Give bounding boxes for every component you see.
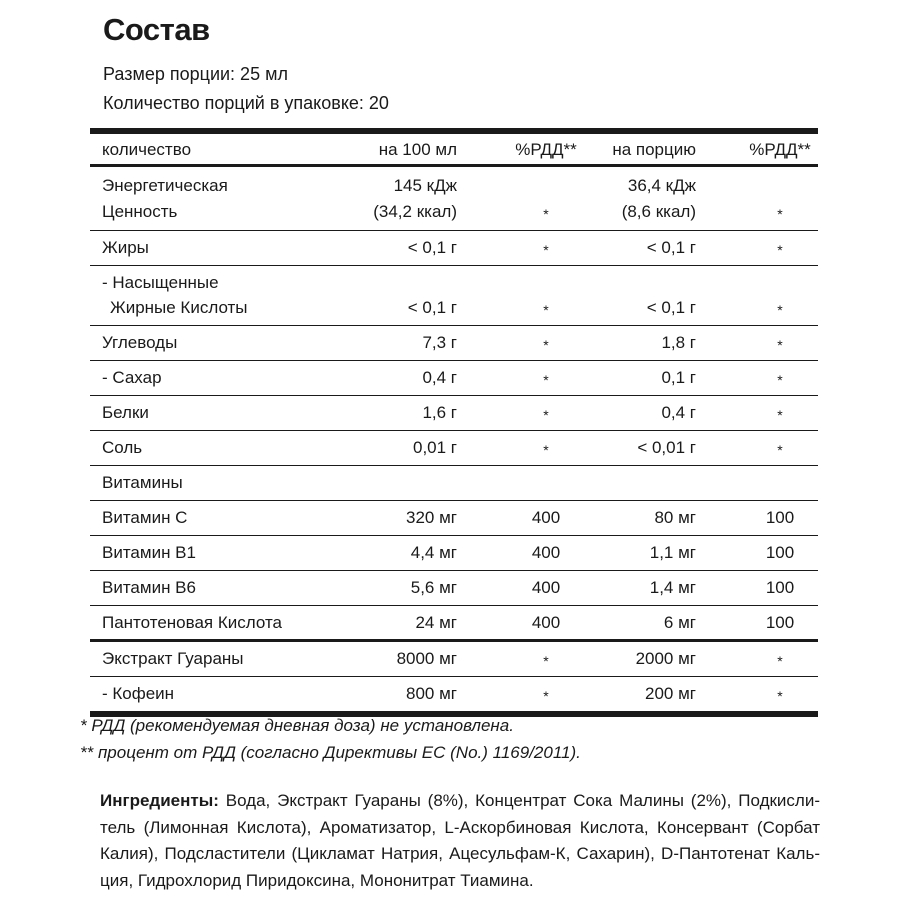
value-per-serving: 0,4 г <box>661 403 696 422</box>
row-name: - Кофеин <box>102 684 175 703</box>
header-per-serving: на порцию <box>612 140 696 159</box>
servings-per-pack: Количество порций в упаковке: 20 <box>103 93 389 113</box>
value-per-serving: < 0,1 г <box>646 298 696 317</box>
value-per100: 0,4 г <box>422 368 457 387</box>
serving-size: Размер порции: 25 мл <box>103 64 288 84</box>
rdd1: * <box>543 653 549 669</box>
row-name: Экстракт Гуараны <box>102 649 244 668</box>
header-per100: на 100 мл <box>378 140 457 159</box>
rdd2: 100 <box>765 578 795 597</box>
page-title: Состав <box>103 12 210 47</box>
value-per-serving: < 0,1 г <box>646 238 696 257</box>
rdd1: * <box>543 442 549 458</box>
value-per-serving: 1,1 мг <box>649 543 696 562</box>
nutrition-table <box>90 128 818 717</box>
rdd1: 400 <box>531 508 561 527</box>
row-name: Жиры <box>102 238 149 257</box>
rdd2: * <box>777 206 783 222</box>
row-name: Белки <box>102 403 149 422</box>
table-row-carbs <box>90 326 818 361</box>
rdd1: * <box>543 242 549 258</box>
row-name: Пантотеновая Кислота <box>102 613 282 632</box>
rdd2: * <box>777 653 783 669</box>
row-name: Энергетическая <box>102 176 228 195</box>
value-per100: 5,6 мг <box>410 578 457 597</box>
rdd1: * <box>543 206 549 222</box>
rdd2: * <box>777 407 783 423</box>
rdd2: 100 <box>765 543 795 562</box>
table-row-fats <box>90 231 818 266</box>
table-row-protein <box>90 396 818 431</box>
table-row-vitamin-b1 <box>90 536 818 571</box>
row-name: Витамин С <box>102 508 188 527</box>
rdd1: * <box>543 372 549 388</box>
rdd1: * <box>543 407 549 423</box>
rdd1: 400 <box>531 613 561 632</box>
rdd2: * <box>777 302 783 318</box>
footnote-percent-rdd: ** процент от РДД (согласно Директивы ЕС (No.) 1169/2011). <box>80 743 581 762</box>
row-name: - Сахар <box>102 368 162 387</box>
header-rdd1: %РДД** <box>515 140 577 159</box>
table-row-sugar <box>90 361 818 396</box>
rdd2: 100 <box>765 613 795 632</box>
value-per-serving: 200 мг <box>645 684 696 703</box>
value-per100: 1,6 г <box>422 403 457 422</box>
value-per100: < 0,1 г <box>407 238 457 257</box>
value-per-serving: 6 мг <box>663 613 696 632</box>
value-per100: 145 кДж <box>393 176 457 195</box>
row-name: Углеводы <box>102 333 178 352</box>
row-name: Витамин В6 <box>102 578 196 597</box>
value-per100: (34,2 ккал) <box>373 202 457 221</box>
value-per-serving: 1,4 мг <box>649 578 696 597</box>
ingredients-label: Ингредиенты: <box>100 791 219 810</box>
table-row-salt <box>90 431 818 466</box>
ingredients-block <box>100 788 820 894</box>
table-row-vitamin-c <box>90 501 818 536</box>
rdd2: * <box>777 688 783 704</box>
rdd2: 100 <box>765 508 795 527</box>
value-per100: 320 мг <box>406 508 457 527</box>
value-per100: < 0,1 г <box>407 298 457 317</box>
value-per100: 7,3 г <box>422 333 457 352</box>
rdd2: * <box>777 372 783 388</box>
row-name: - Насыщенные <box>102 273 219 292</box>
rdd1: * <box>543 337 549 353</box>
row-name: Витамин В1 <box>102 543 196 562</box>
value-per100: 0,01 г <box>412 438 457 457</box>
rdd2: * <box>777 242 783 258</box>
value-per-serving: < 0,01 г <box>637 438 696 457</box>
table-row-caffeine <box>90 677 818 711</box>
value-per-serving: 1,8 г <box>661 333 696 352</box>
header-rdd2: %РДД** <box>749 140 811 159</box>
table-row-guarana <box>90 642 818 677</box>
value-per-serving: 36,4 кДж <box>627 176 696 195</box>
rdd1: 400 <box>531 543 561 562</box>
table-row-pantothenic-acid <box>90 606 818 642</box>
value-per-serving: 2000 мг <box>635 649 696 668</box>
table-row-energy <box>90 167 818 231</box>
value-per100: 800 мг <box>406 684 457 703</box>
rdd2: * <box>777 337 783 353</box>
value-per-serving: (8,6 ккал) <box>621 202 696 221</box>
table-row-vitamins-header <box>90 466 818 501</box>
rdd1: 400 <box>531 578 561 597</box>
row-name: Жирные Кислоты <box>110 298 248 317</box>
table-row-saturated <box>90 266 818 326</box>
value-per-serving: 0,1 г <box>661 368 696 387</box>
table-row-vitamin-b6 <box>90 571 818 606</box>
value-per-serving: 80 мг <box>654 508 696 527</box>
table-header-row <box>90 134 818 167</box>
rdd1: * <box>543 688 549 704</box>
value-per100: 24 мг <box>415 613 457 632</box>
row-name: Соль <box>102 438 143 457</box>
section-label: Витамины <box>102 473 183 492</box>
rdd2: * <box>777 442 783 458</box>
row-name: Ценность <box>102 202 178 221</box>
header-name: количество <box>102 140 192 159</box>
value-per100: 4,4 мг <box>410 543 457 562</box>
value-per100: 8000 мг <box>396 649 457 668</box>
footnote-rdd: * РДД (рекомендуемая дневная доза) не установлена. <box>80 716 514 735</box>
ingredients-text: Вода, Экстракт Гуараны (8%), Концентрат Сока Малины (2%), Подкисли-тель (Лимонная Кислота), Ароматизатор, L-Аскорбиновая Кислота, Консервант (Сорбат Калия), Подсластители (Цикламат Натрия, Ацесульфам-К, Сахарин), D-Пантотенат Каль-ция, Гидрохлорид Пиридоксина, Мононитрат Тиамина. <box>100 791 820 890</box>
rdd1: * <box>543 302 549 318</box>
